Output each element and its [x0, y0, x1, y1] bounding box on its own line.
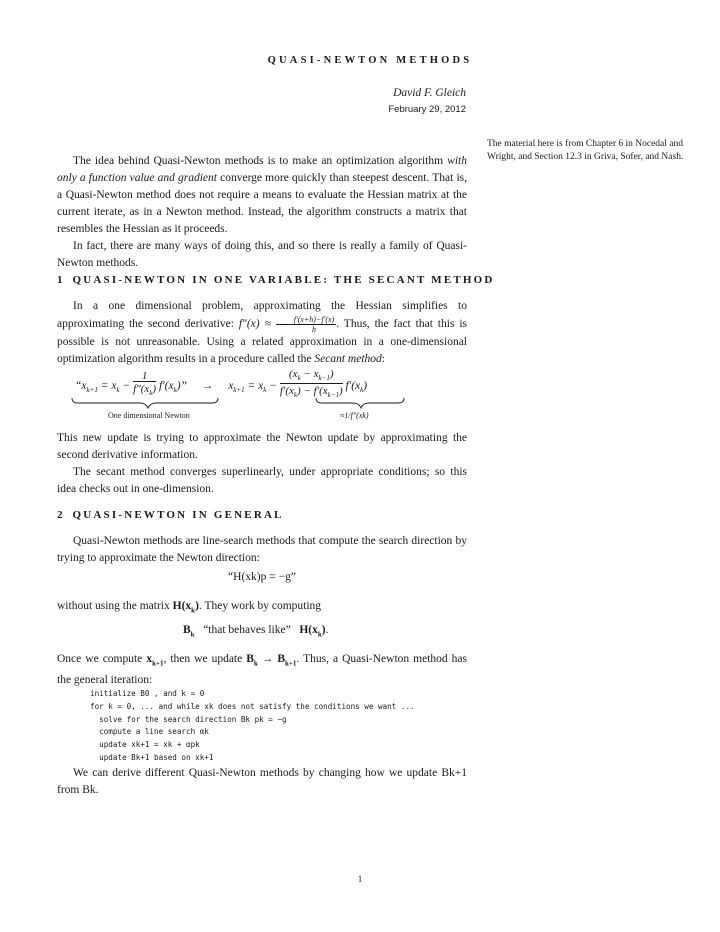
section-2-paragraph-2: without using the matrix $H(x_k)$. They work by computing [57, 600, 322, 615]
underbraces [70, 396, 410, 410]
behaves-like-equation: $B_k$ “that behaves like” $H(x_k)$. [183, 624, 329, 639]
code-line: compute a line search αk [90, 727, 209, 737]
code-line: for k = 0, ... and while xk does not satisfy the conditions we want ... [90, 701, 415, 711]
page-title: QUASI-NEWTON METHODS [267, 55, 473, 66]
intro-paragraph-2: In fact, there are many ways of doing this, and so there is really a family of Quasi-Newton methods. [57, 240, 467, 269]
section-2-heading: 2 QUASI-NEWTON IN GENERAL [57, 509, 284, 521]
margin-note: The material here is from Chapter 6 in Nocedal and Wright, and Section 12.3 in Griva, Sofer, and Nash. [487, 139, 684, 162]
algorithm-listing [90, 688, 415, 765]
second-derivative-approx: f″(x) ≈ $\frac{f'(x+h)-f'(x)}{h}$ [238, 315, 335, 334]
brace-label-secant: ≈1/f″(xk) [340, 411, 369, 420]
section-2-paragraph-4: We can derive different Quasi-Newton methods by changing how we update Bk+1 from Bk. [57, 767, 467, 796]
author: David F. Gleich [393, 87, 466, 99]
section-1-paragraph-2: This new update is trying to approximate the Newton update by approximating the second derivative information. The secant method converges superlinearly, under appropriate conditions; so this idea checks out in one-dimension. [57, 432, 467, 495]
code-line: solve for the search direction Bk pk = −g [90, 714, 287, 724]
intro [57, 153, 467, 272]
section-1-paragraph-1: In a one dimensional problem, approximating the Hessian simplifies to approximating the second derivative: f″(x) ≈ $\frac{f'(x+h)-f'(x)}{h}$ . Thus, the fact that this is possible is not unreasonable. Using a related approximation in a one-dimensional optimization algorithm results in a procedure called the Secant method: [57, 300, 467, 365]
newton-equation: “H(xk)p = −g” [228, 571, 296, 583]
brace-label-newton: One dimensional Newton [108, 411, 190, 420]
code-line: initialize B0 , and k = 0 [90, 689, 205, 698]
section-2-paragraph-3: Once we compute $x_{k+1}$, then we update $B_k \to B_{k+1}$. Thus, a Quasi-Newton method has the general iteration: [57, 653, 467, 687]
code-line: update xk+1 = xk + αpk [90, 740, 200, 750]
section-1-heading: 1 QUASI-NEWTON IN ONE VARIABLE: THE SECANT METHOD [57, 274, 495, 286]
section-2-paragraph-1: Quasi-Newton methods are line-search methods that compute the search direction by trying to approximate the Newton direction: [57, 535, 467, 564]
intro-paragraph-1: The idea behind Quasi-Newton methods is to make an optimization algorithm with only a function value and gradient converge more quickly than steepest descent. That is, a Quasi-Newton method does not require a means to evaluate the Hessian matrix at the current iterate, as in a Newton method. Instead, the algorithm constructs a matrix that resembles the Hessian as it proceeds. [57, 155, 467, 235]
page-number: 1 [357, 874, 363, 884]
date: February 29, 2012 [388, 104, 466, 115]
code-line: update Bk+1 based on xk+1 [90, 752, 214, 762]
secant-equation: “$x_{k+1} = x_k$ − $\frac{1}{f''(x_k)}$ $f'(x_k)$” → $x_{k+1} = x_k$ − $\frac{(x_k - x_{k-1})}{f'(x_k) - f'(x_{k-1})}$ $f'(x_k)$ [75, 368, 368, 400]
